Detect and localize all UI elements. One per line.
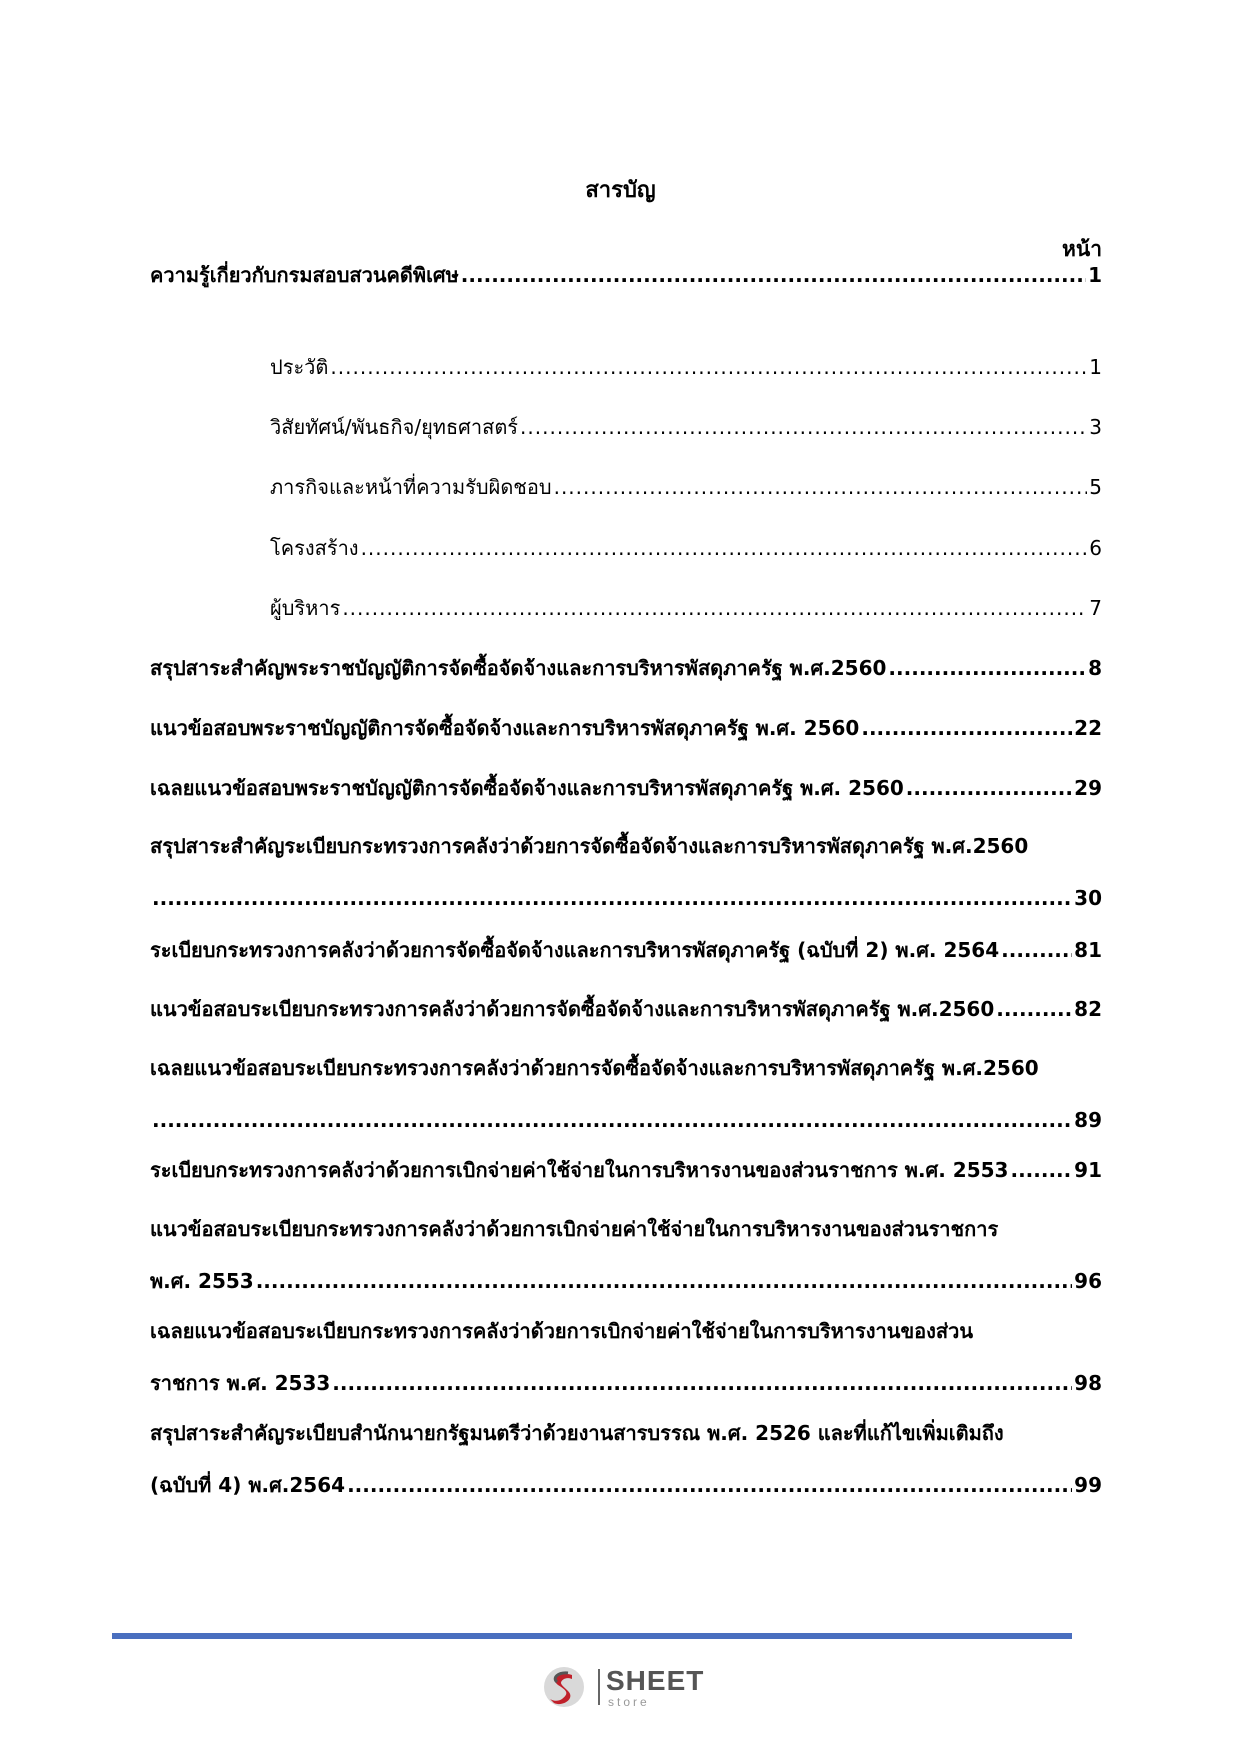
- toc-entry-title: วิสัยทัศน์/พันธกิจ/ยุทธศาสตร์: [270, 415, 519, 439]
- toc-entry-title: ประวัติ: [270, 355, 329, 379]
- leader-dots: [1010, 1157, 1072, 1183]
- toc-entry-title: แนวข้อสอบระเบียบกระทรวงการคลังว่าด้วยการเบิกจ่ายค่าใช้จ่ายในการบริหารงานของส่วนราชการ: [150, 1217, 999, 1241]
- toc-subentry[interactable]: [270, 535, 1102, 561]
- toc-page-number: 89: [1074, 1108, 1102, 1132]
- toc-entry[interactable]: [150, 715, 1102, 741]
- leader-dots: [906, 775, 1072, 801]
- leader-dots: [1001, 937, 1072, 963]
- toc-subentry[interactable]: [270, 595, 1102, 621]
- leader-dots: [996, 996, 1072, 1022]
- toc-entry-title: เฉลยแนวข้อสอบระเบียบกระทรวงการคลังว่าด้วยการจัดซื้อจัดจ้างและการบริหารพัสดุภาครัฐ พ.ศ.2560: [150, 1056, 1039, 1080]
- leader-dots: [342, 595, 1087, 621]
- page-column-header: หน้า: [1062, 237, 1102, 261]
- leader-dots: [332, 1370, 1072, 1396]
- toc-entry[interactable]: [150, 775, 1102, 801]
- toc-entry-title: ระเบียบกระทรวงการคลังว่าด้วยการเบิกจ่ายค่าใช้จ่ายในการบริหารงานของส่วนราชการ พ.ศ. 2553: [150, 1158, 1009, 1182]
- toc-entry[interactable]: [150, 1157, 1102, 1183]
- toc-page-number: 6: [1089, 536, 1102, 560]
- leader-dots: [888, 655, 1086, 681]
- toc-page-number: 5: [1089, 475, 1102, 499]
- toc-page-number: 30: [1074, 886, 1102, 910]
- toc-entry-title: สรุปสาระสำคัญระเบียบสำนักนายกรัฐมนตรีว่าด้วยงานสารบรรณ พ.ศ. 2526 และที่แก้ไขเพิ่มเติมถึง: [150, 1421, 1004, 1445]
- sheet-store-logo: [540, 1663, 710, 1713]
- leader-dots: [347, 1472, 1072, 1498]
- sheet-store-logo-icon: [540, 1663, 588, 1711]
- logo-wordmark: SHEET: [606, 1665, 705, 1696]
- toc-entry[interactable]: [150, 1318, 1102, 1396]
- toc-entry[interactable]: [150, 655, 1102, 681]
- toc-page-number: 1: [1089, 355, 1102, 379]
- toc-entry-title: แนวข้อสอบพระราชบัญญัติการจัดซื้อจัดจ้างและการบริหารพัสดุภาครัฐ พ.ศ. 2560: [150, 716, 860, 740]
- toc-entry[interactable]: [150, 996, 1102, 1022]
- toc-subentry[interactable]: [270, 354, 1102, 380]
- toc-page-number: 98: [1074, 1371, 1102, 1395]
- toc-page-number: 29: [1074, 776, 1102, 800]
- toc-entry-title: แนวข้อสอบระเบียบกระทรวงการคลังว่าด้วยการจัดซื้อจัดจ้างและการบริหารพัสดุภาครัฐ พ.ศ.2560: [150, 997, 995, 1021]
- footer-rule: [112, 1633, 1072, 1639]
- toc-page-number: 1: [1088, 263, 1102, 287]
- toc-entry-title-cont: พ.ศ. 2553: [150, 1269, 254, 1293]
- toc-page-number: 7: [1089, 596, 1102, 620]
- toc-subentry[interactable]: [270, 474, 1102, 500]
- leader-dots: [152, 885, 1072, 911]
- toc-entry-title: สรุปสาระสำคัญพระราชบัญญัติการจัดซื้อจัดจ้างและการบริหารพัสดุภาครัฐ พ.ศ.2560: [150, 656, 887, 680]
- toc-entry-title: เฉลยแนวข้อสอบพระราชบัญญัติการจัดซื้อจัดจ้างและการบริหารพัสดุภาครัฐ พ.ศ. 2560: [150, 776, 904, 800]
- toc-entry-title: ผู้บริหาร: [270, 596, 341, 620]
- leader-dots: [554, 474, 1088, 500]
- toc-page-number: 99: [1074, 1473, 1102, 1497]
- toc-entry-title: ระเบียบกระทรวงการคลังว่าด้วยการจัดซื้อจัดจ้างและการบริหารพัสดุภาครัฐ (ฉบับที่ 2) พ.ศ. 2564: [150, 938, 1000, 962]
- toc-entry[interactable]: [150, 1216, 1102, 1294]
- toc-page-number: 82: [1074, 997, 1102, 1021]
- toc-subentry[interactable]: [270, 414, 1102, 440]
- toc-entry[interactable]: [150, 937, 1102, 963]
- toc-entry-title: ความรู้เกี่ยวกับกรมสอบสวนคดีพิเศษ: [150, 263, 459, 287]
- toc-entry-title: ภารกิจและหน้าที่ความรับผิดชอบ: [270, 475, 552, 499]
- toc-title: สารบัญ: [585, 178, 656, 203]
- toc-entry-title-cont: (ฉบับที่ 4) พ.ศ.2564: [150, 1473, 346, 1497]
- leader-dots: [330, 354, 1087, 380]
- toc-entry-title: สรุปสาระสำคัญระเบียบกระทรวงการคลังว่าด้วยการจัดซื้อจัดจ้างและการบริหารพัสดุภาครัฐ พ.ศ.2560: [150, 834, 1029, 858]
- toc-entry-title: โครงสร้าง: [270, 536, 359, 560]
- logo-subtext: store: [608, 1695, 650, 1709]
- toc-page-number: 3: [1089, 415, 1102, 439]
- leader-dots: [256, 1268, 1072, 1294]
- toc-entry-title-cont: ราชการ พ.ศ. 2533: [150, 1371, 331, 1395]
- leader-dots: [520, 414, 1087, 440]
- toc-page-number: 81: [1074, 938, 1102, 962]
- toc-page-number: 22: [1074, 716, 1102, 740]
- toc-page-number: 91: [1074, 1158, 1102, 1182]
- toc-entry[interactable]: [150, 1055, 1102, 1133]
- leader-dots: [461, 262, 1086, 288]
- toc-page-number: 96: [1074, 1269, 1102, 1293]
- leader-dots: [861, 715, 1072, 741]
- toc-entry[interactable]: [150, 833, 1102, 911]
- toc-page-number: 8: [1088, 656, 1102, 680]
- toc-entry[interactable]: [150, 262, 1102, 288]
- leader-dots: [361, 535, 1088, 561]
- toc-entry[interactable]: [150, 1420, 1102, 1498]
- logo-separator: [598, 1669, 600, 1705]
- leader-dots: [152, 1107, 1072, 1133]
- toc-entry-title: เฉลยแนวข้อสอบระเบียบกระทรวงการคลังว่าด้วยการเบิกจ่ายค่าใช้จ่ายในการบริหารงานของส่วน: [150, 1319, 973, 1343]
